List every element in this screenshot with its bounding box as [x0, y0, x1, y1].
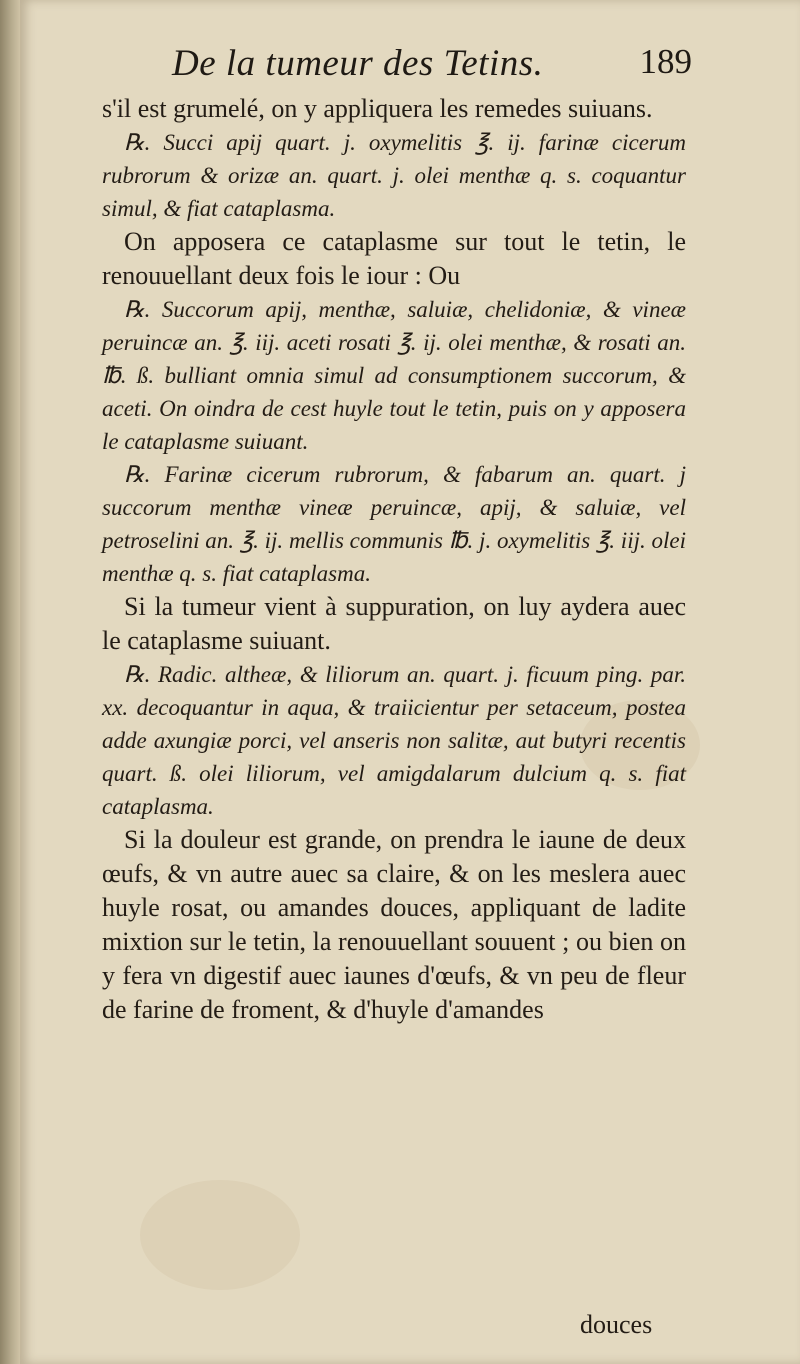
recipe-paragraph: ℞. Radic. altheæ, & liliorum an. quart. j. ficuum ping. par. xx. decoquantur in aqua, & traiicientur per setaceum, postea adde axungiæ porci, vel anseris non salitæ, aut butyri recentis quart. ß. olei liliorum, vel amigdalarum dulcium q. s. fiat cataplasma. — [102, 662, 686, 819]
page-body — [102, 92, 686, 1027]
scan-edge — [0, 0, 20, 1364]
page-number: 189 — [639, 42, 692, 81]
paragraph: Si la douleur est grande, on prendra le iaune de deux œufs, & vn autre auec sa claire, & on les meslera auec huyle rosat, ou amandes douces, appliquant de ladite mixtion sur le tetin, la renouuellant souuent ; ou bien on y fera vn digestif auec iaunes d'œufs, & vn peu de fleur de farine de froment, & d'huyle d'amandes — [102, 825, 686, 1024]
running-header — [172, 42, 692, 88]
recipe-paragraph: ℞. Succi apij quart. j. oxymelitis ℥. ij. farinæ cicerum rubrorum & orizæ an. quart. j. olei menthæ q. s. coquantur simul, & fiat cataplasma. — [102, 130, 686, 221]
running-title: De la tumeur des Tetins. — [172, 43, 544, 84]
recipe-paragraph: ℞. Farinæ cicerum rubrorum, & fabarum an. quart. j succorum menthæ vineæ peruincæ, apij, & saluiæ, vel petroselini an. ℥. ij. mellis communis ℔. j. oxymelitis ℥. iij. olei menthæ q. s. fiat cataplasma. — [102, 462, 686, 586]
paragraph: Si la tumeur vient à suppuration, on luy aydera auec le cataplasme suiuant. — [102, 592, 686, 655]
catchword: douces — [580, 1310, 653, 1339]
recipe-paragraph: ℞. Succorum apij, menthæ, saluiæ, chelidoniæ, & vineæ peruincæ an. ℥. iij. aceti rosati ℥. ij. olei menthæ, & rosati an. ℔. ß. bulliant omnia simul ad consumptionem succorum, & aceti. On oindra de cest huyle tout le tetin, puis on y apposera le cataplasme suiuant. — [102, 297, 686, 454]
paper-stain — [140, 1180, 300, 1290]
book-page — [20, 0, 800, 1364]
paragraph: s'il est grumelé, on y appliquera les remedes suiuans. — [102, 94, 653, 123]
paragraph: On apposera ce cataplasme sur tout le tetin, le renouuellant deux fois le iour : Ou — [102, 227, 686, 290]
